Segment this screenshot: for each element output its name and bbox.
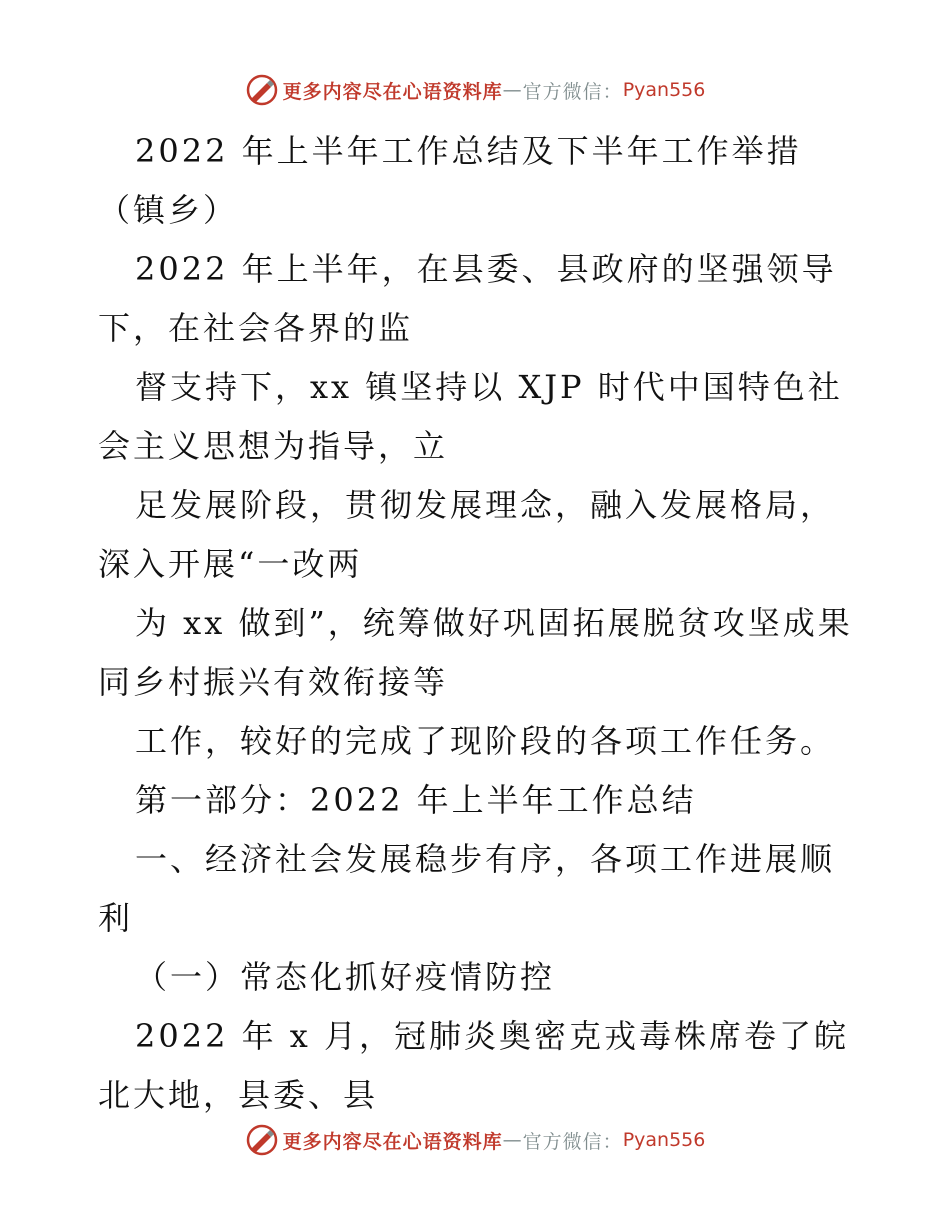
document-title: 2022 年上半年工作总结及下半年工作举措（镇乡） bbox=[98, 132, 802, 229]
banner-brand-text: 更多内容尽在心语资料库 bbox=[282, 80, 503, 103]
pen-logo-icon bbox=[245, 73, 279, 107]
pen-logo-icon bbox=[245, 1123, 279, 1157]
paragraph: 督支持下，xx 镇坚持以 XJP 时代中国特色社会主义思想为指导，立 bbox=[98, 368, 843, 465]
paragraph: 工作，较好的完成了现阶段的各项工作任务。 bbox=[135, 722, 836, 760]
document-body bbox=[98, 122, 858, 1125]
paragraph: 足发展阶段，贯彻发展理念，融入发展格局，深入开展“一改两 bbox=[98, 486, 836, 583]
paragraph: 2022 年上半年，在县委、县政府的坚强领导下，在社会各界的监 bbox=[98, 250, 837, 347]
paragraph: 2022 年 x 月，冠肺炎奥密克戎毒株席卷了皖北大地，县委、县 bbox=[98, 1017, 850, 1114]
subsection-heading: 一、经济社会发展稳步有序，各项工作进展顺利 bbox=[98, 840, 836, 937]
header-watermark-banner bbox=[0, 70, 950, 110]
banner-wechat-id: Pyan556 bbox=[622, 1129, 706, 1151]
banner-wechat-label: 官方微信： bbox=[522, 1130, 623, 1153]
footer-watermark-banner bbox=[0, 1120, 950, 1160]
subsection-heading: （一）常态化抓好疫情防控 bbox=[135, 958, 556, 996]
section-heading: 第一部分：2022 年上半年工作总结 bbox=[135, 781, 697, 819]
paragraph: 为 xx 做到”，统筹做好巩固拓展脱贫攻坚成果同乡村振兴有效衔接等 bbox=[98, 604, 853, 701]
banner-separator: — bbox=[502, 1129, 523, 1151]
banner-wechat-label: 官方微信： bbox=[522, 80, 623, 103]
banner-wechat-id: Pyan556 bbox=[622, 79, 706, 101]
banner-brand-text: 更多内容尽在心语资料库 bbox=[282, 1130, 503, 1153]
banner-separator: — bbox=[502, 79, 523, 101]
